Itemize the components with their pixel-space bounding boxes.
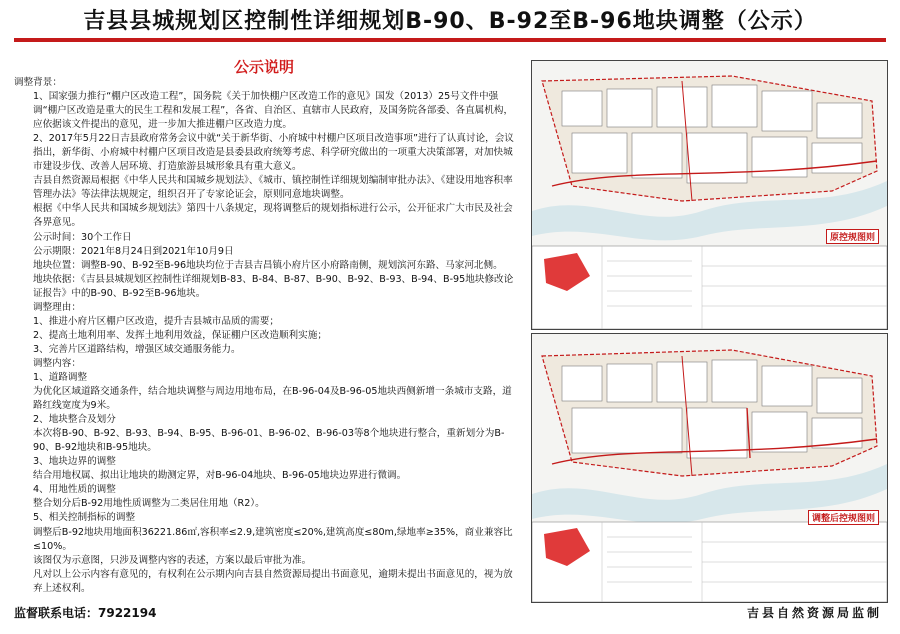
- issuing-organization: 吉县自然资源局监制: [746, 606, 882, 620]
- title-divider: [14, 38, 886, 42]
- paragraph: 调整理由：: [33, 301, 81, 313]
- section-title: 公示说明: [233, 58, 294, 76]
- paragraph: 地块位置：调整B-90、B-92至B-96地块均位于吉县吉昌镇小府片区小府路南侧，规划滨河东路、马家河北侧。: [33, 259, 503, 271]
- adjusted-plan-drawing: [532, 334, 887, 602]
- paragraph: 调整后B-92地块用地面积36221.86㎡,容积率≤2.9,建筑密度≤20%,建筑高度≤80m,绿地率≥35%，商业兼容比≤10%。: [33, 526, 513, 552]
- paragraph: 2、提高土地利用率、发挥土地利用效益，保证棚户区改造顺利实施；: [33, 329, 327, 341]
- paragraph: 为优化区域道路交通条件，结合地块调整与周边用地布局，在B-96-04及B-96-05地块西侧新增一条城市支路，道路红线宽度为9米。: [33, 386, 512, 412]
- paragraph: 结合用地权属、拟出让地块的勘测定界，对B-96-04地块、B-96-05地块边界进行微调。: [33, 470, 407, 482]
- paragraph: 公示期限：2021年8月24日到2021年10月9日: [33, 245, 234, 257]
- map-label-after: 调整后控规图则: [808, 510, 879, 525]
- paragraph: 凡对以上公示内容有意见的，有权利在公示期内向吉县自然资源局提出书面意见，逾期未提出书面意见的，视为放弃上述权利。: [33, 568, 513, 594]
- original-plan-drawing: [532, 61, 887, 329]
- paragraph: 2、2017年5月22日吉县政府常务会议中就“关于新华街、小府城中村棚户区项目改造事项”进行了认真讨论，会议指出，新华街、小府城中村棚户区项目改造是县委县政府统筹考虑、科学研究做出的一项重大决策部署，对加快城市建设步伐、改善人居环境、打造旅游县城形象具有重大意义。: [33, 133, 514, 173]
- paragraph: 地块依据：《吉县县城规划区控制性详细规划B-83、B-84、B-87、B-90、B-92、B-93、B-94、B-95地块修改论证报告》中的B-90、B-92至B-96地块。: [33, 273, 514, 299]
- paragraph: 该图仅为示意图，只涉及调整内容的表述，方案以最后审批为准。: [33, 554, 312, 566]
- original-plan-map: [531, 60, 888, 330]
- hotline: 监督联系电话：7922194: [14, 606, 157, 620]
- paragraph: 整合划分后B-92用地性质调整为二类居住用地（R2）。: [33, 498, 265, 510]
- paragraph: 根据《中华人民共和国城乡规划法》第四十八条规定，现将调整后的规划指标进行公示，公开征求广大市民及社会各界意见。: [33, 203, 513, 229]
- paragraph: 3、地块边界的调整: [33, 456, 116, 468]
- paragraph: 本次将B-90、B-92、B-93、B-94、B-95、B-96-01、B-96-02、B-96-03等8个地块进行整合，重新划分为B-90、B-92地块和B-95地块。: [33, 428, 505, 454]
- paragraph: 2、地块整合及划分: [33, 414, 116, 426]
- map-label-before: 原控规图则: [826, 229, 879, 244]
- paragraph: 5、相关控制指标的调整: [33, 512, 136, 524]
- legend-table: [532, 246, 887, 329]
- paragraph: 1、道路调整: [33, 371, 88, 383]
- paragraph: 吉县自然资源局根据《中华人民共和国城乡规划法》、《城市、镇控制性详细规划编制审批办法》、《建设用地容积率管理办法》等法律法规规定，组织召开了专家论证会，原则同意地块调整。: [33, 175, 513, 201]
- paragraph: 1、国家强力推行“棚户区改造工程”，国务院《关于加快棚户区改造工作的意见》国发（2013）25号文件中强调“棚户区改造是重大的民生工程和发展工程”，各省、自治区、直辖市人民政府，及国务院各部委、各直属机构，应依据该文件提出的意见，进一步加大推进棚户区改造力度。: [33, 91, 514, 131]
- adjusted-plan-map: [531, 333, 888, 603]
- page-title: 吉县县城规划区控制性详细规划B-90、B-92至B-96地块调整（公示）: [83, 9, 817, 34]
- paragraph: 4、用地性质的调整: [33, 484, 116, 496]
- paragraph: 公示时间：30个工作日: [33, 231, 132, 243]
- paragraph: 1、推进小府片区棚户区改造，提升吉县城市品质的需要；: [33, 315, 279, 327]
- paragraph: 调整内容：: [33, 357, 81, 369]
- paragraph: 调整背景：: [14, 77, 62, 88]
- paragraph: 3、完善片区道路结构，增强区域交通服务能力。: [33, 343, 241, 355]
- announcement-body: [14, 76, 520, 596]
